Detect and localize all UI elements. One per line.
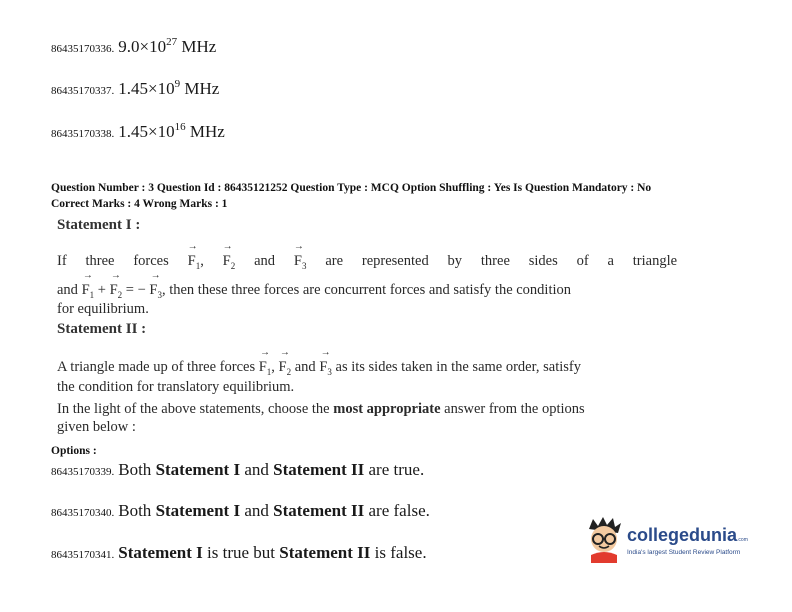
mascot-icon bbox=[583, 515, 625, 563]
logo-name: collegedunia.com bbox=[627, 525, 748, 545]
vector-f2: → $F_2$ bbox=[222, 241, 236, 271]
vector-f1: → $F_1$ bbox=[187, 241, 201, 271]
vector-f3: → $F_3$ bbox=[293, 241, 307, 271]
option-id: 86435170341. bbox=[51, 549, 115, 561]
statement-1-line-2: and → $F_1$ + → $F_2$ = − → $F_3$, then these three forces are concurrent forces and satisfy the condition bbox=[57, 270, 572, 300]
question-meta bbox=[51, 180, 651, 212]
option-text: Statement I is true but Statement II is false. bbox=[118, 543, 427, 562]
option-1[interactable] bbox=[51, 460, 424, 480]
option-text: Both Statement I and Statement II are false. bbox=[118, 501, 430, 520]
emphasis-text: most appropriate bbox=[333, 401, 441, 417]
option-id: 86435170338. bbox=[51, 128, 115, 140]
statement-2-heading: Statement II : bbox=[57, 321, 147, 337]
options-label: Options : bbox=[51, 445, 97, 457]
prev-option-2 bbox=[51, 78, 219, 99]
question-meta-line1: Question Number : 3 Question Id : 86435121252 Question Type : MCQ Option Shuffling : Yes Is Question Mandatory : No bbox=[51, 182, 652, 194]
statement-2-line-4: given below : bbox=[57, 419, 136, 435]
option-2[interactable] bbox=[51, 501, 430, 521]
option-value: $1.45\times 10^9$ MHz bbox=[118, 78, 220, 98]
option-3[interactable] bbox=[51, 543, 427, 563]
option-id: 86435170336. bbox=[51, 43, 115, 55]
option-value: $1.45\times 10^{16}$ MHz bbox=[118, 121, 225, 141]
prev-option-3 bbox=[51, 121, 225, 142]
statement-2-line-3: In the light of the above statements, choose the most appropriate answer from the options bbox=[57, 401, 585, 417]
statement-2-line-2: the condition for translatory equilibrium. bbox=[57, 379, 295, 395]
option-id: 86435170339. bbox=[51, 466, 115, 478]
statement-1-line-1: If three forces → $F_1$, → $F_2$ and → $F_3$ are represented by three sides of a triangle bbox=[57, 251, 677, 276]
statement-1-heading: Statement I : bbox=[57, 217, 141, 233]
option-id: 86435170337. bbox=[51, 85, 115, 97]
question-meta-line2: Correct Marks : 4 Wrong Marks : 1 bbox=[51, 198, 228, 210]
collegedunia-logo bbox=[583, 515, 753, 575]
logo-tagline: India's largest Student Review Platform bbox=[627, 549, 741, 556]
prev-option-1 bbox=[51, 36, 216, 57]
statement-2-line-1: A triangle made up of three forces → $F_1$, → $F_2$ and → $F_3$ as its sides taken in the same order, satisfy bbox=[57, 347, 581, 377]
option-value: $9.0\times 10^{27}$ MHz bbox=[118, 36, 217, 56]
option-text: Both Statement I and Statement II are true. bbox=[118, 460, 425, 479]
statement-1-line-3: for equilibrium. bbox=[57, 301, 149, 317]
option-id: 86435170340. bbox=[51, 507, 115, 519]
